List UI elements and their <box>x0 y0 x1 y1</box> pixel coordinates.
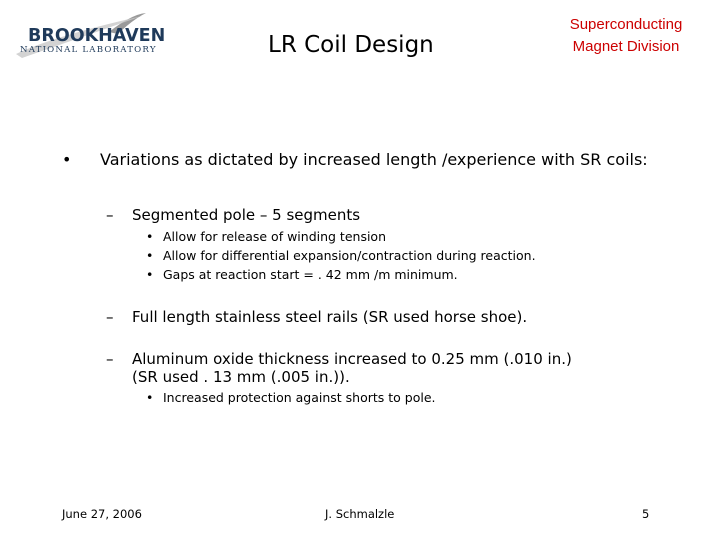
dash-marker: – <box>106 308 114 326</box>
dash-marker: – <box>106 350 114 368</box>
division-label <box>548 14 704 58</box>
division-line-2: Magnet Division <box>572 38 680 55</box>
oxide-text-line-1: Aluminum oxide thickness increased to 0.25 mm (.010 in.) <box>132 350 572 368</box>
rails-text: Full length stainless steel rails (SR used horse shoe). <box>132 308 528 326</box>
main-bullet-text: Variations as dictated by increased length /experience with SR coils: <box>100 150 648 169</box>
segmented-item-3: Gaps at reaction start = . 42 mm /m minimum. <box>163 267 458 282</box>
sub-bullet-marker: • <box>146 267 154 282</box>
dash-marker: – <box>106 206 114 224</box>
segmented-item-2: Allow for differential expansion/contraction during reaction. <box>163 248 536 263</box>
footer-page-number: 5 <box>642 507 650 521</box>
bullet-marker: • <box>62 150 72 169</box>
oxide-item-1: Increased protection against shorts to pole. <box>163 390 436 405</box>
sub-bullet-marker: • <box>146 229 154 244</box>
footer-author: J. Schmalzle <box>325 507 395 521</box>
sub-bullet-marker: • <box>146 390 154 405</box>
brookhaven-logo-graphic <box>14 10 179 70</box>
footer-date: June 27, 2006 <box>62 507 142 521</box>
sub-bullet-marker: • <box>146 248 154 263</box>
oxide-text-line-2: (SR used . 13 mm (.005 in.)). <box>132 368 350 386</box>
division-line-1: Superconducting <box>569 16 683 33</box>
segmented-item-1: Allow for release of winding tension <box>163 229 387 244</box>
slide-title: LR Coil Design <box>268 32 434 58</box>
logo-subtitle: NATIONAL LABORATORY <box>20 45 157 55</box>
segmented-pole-text: Segmented pole – 5 segments <box>132 206 361 224</box>
logo-name: BROOKHAVEN <box>28 26 166 46</box>
brookhaven-logo <box>14 10 179 70</box>
